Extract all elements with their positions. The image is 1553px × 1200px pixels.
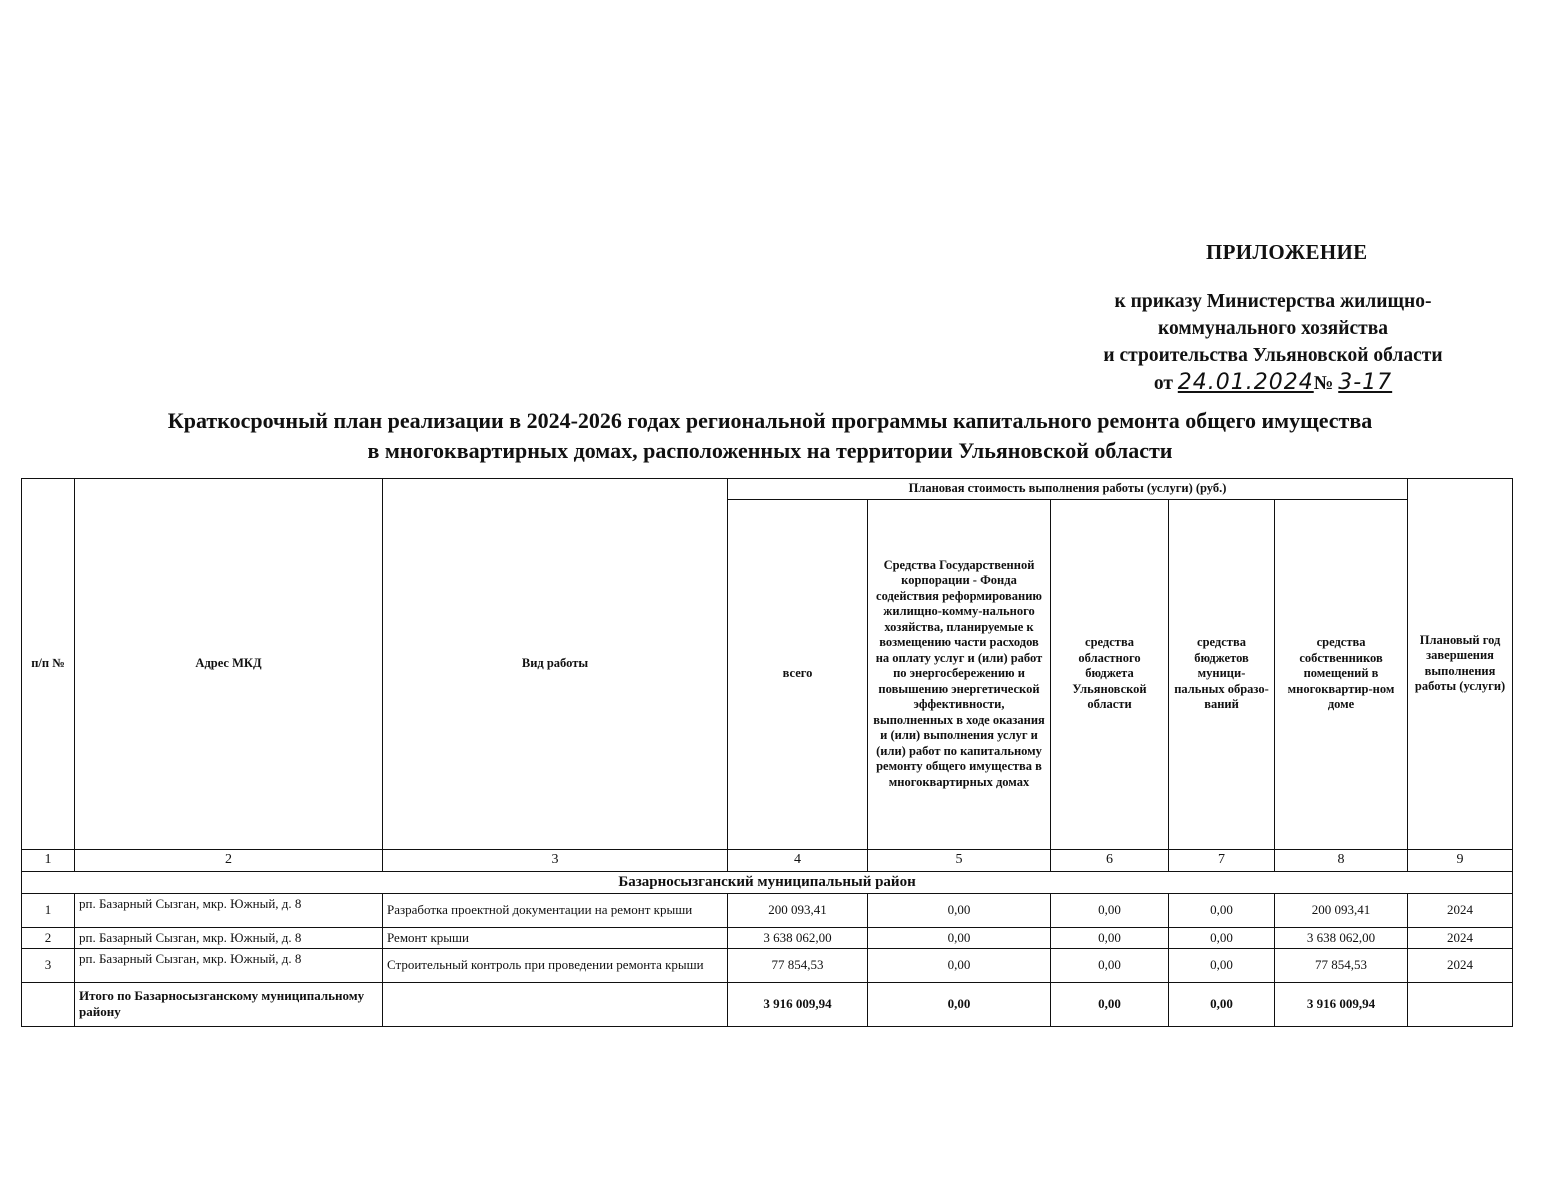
document-title (20, 406, 1520, 466)
row-municipal: 0,00 (1169, 927, 1275, 948)
row-total: 77 854,53 (728, 948, 868, 982)
header-cost-group: Плановая стоимость выполнения работы (услуги) (руб.) (728, 479, 1408, 500)
header-work: Вид работы (383, 479, 728, 850)
header-num: п/п № (22, 479, 75, 850)
header-municipal: средства бюджетов муници-пальных образо-ваний (1169, 499, 1275, 849)
total-fund: 0,00 (868, 982, 1051, 1026)
row-address: рп. Базарный Сызган, мкр. Южный, д. 8 (75, 893, 383, 927)
column-number: 4 (728, 849, 868, 871)
header-regional: средства областного бюджета Ульяновской области (1051, 499, 1169, 849)
column-number: 9 (1408, 849, 1513, 871)
total-municipal: 0,00 (1169, 982, 1275, 1026)
total-sum: 3 916 009,94 (728, 982, 868, 1026)
row-total: 3 638 062,00 (728, 927, 868, 948)
row-regional: 0,00 (1051, 893, 1169, 927)
total-year-cell (1408, 982, 1513, 1026)
row-year: 2024 (1408, 948, 1513, 982)
row-total: 200 093,41 (728, 893, 868, 927)
row-owners: 77 854,53 (1275, 948, 1408, 982)
row-year: 2024 (1408, 893, 1513, 927)
row-municipal: 0,00 (1169, 893, 1275, 927)
row-owners: 3 638 062,00 (1275, 927, 1408, 948)
total-owners: 3 916 009,94 (1275, 982, 1408, 1026)
handwritten-number: 3-17 (1338, 370, 1393, 395)
plan-table (21, 478, 1513, 1027)
row-num: 3 (22, 948, 75, 982)
table-row (22, 948, 1513, 982)
order-date-line (1053, 369, 1493, 397)
row-owners: 200 093,41 (1275, 893, 1408, 927)
column-number: 6 (1051, 849, 1169, 871)
handwritten-date: 24.01.2024 (1177, 370, 1314, 395)
row-year: 2024 (1408, 927, 1513, 948)
column-number-row (22, 849, 1513, 871)
order-line-1: к приказу Министерства жилищно- (1114, 291, 1432, 312)
row-fund: 0,00 (868, 893, 1051, 927)
row-num: 2 (22, 927, 75, 948)
row-address: рп. Базарный Сызган, мкр. Южный, д. 8 (75, 948, 383, 982)
row-regional: 0,00 (1051, 927, 1169, 948)
date-prefix: от (1153, 373, 1173, 394)
column-number: 1 (22, 849, 75, 871)
row-address: рп. Базарный Сызган, мкр. Южный, д. 8 (75, 927, 383, 948)
table-row (22, 927, 1513, 948)
total-num-cell (22, 982, 75, 1026)
header-fund: Средства Государственной корпорации - Фонда содействия реформированию жилищно-комму-нального хозяйства, планируемые к возмещению части расходов на оплату услуг и (или) работ по энергосбережению и повышению энергетической эффективности, выполненных в ходе оказания и (или) выполнения услуг и (или) работ по капитальному ремонту общего имущества в многоквартирных домах (868, 499, 1051, 849)
column-number: 8 (1275, 849, 1408, 871)
section-heading: Базарносызганский муниципальный район (22, 871, 1513, 893)
row-work: Строительный контроль при проведении ремонта крыши (383, 948, 728, 982)
total-work-cell (383, 982, 728, 1026)
header-owners: средства собственников помещений в многоквартир-ном доме (1275, 499, 1408, 849)
order-line-3: и строительства Ульяновской области (1103, 345, 1443, 366)
header-year: Плановый год завершения выполнения работы (услуги) (1408, 479, 1513, 850)
row-work: Разработка проектной документации на ремонт крыши (383, 893, 728, 927)
title-line-2: в многоквартирных домах, расположенных на территории Ульяновской области (367, 438, 1173, 463)
row-fund: 0,00 (868, 948, 1051, 982)
total-regional: 0,00 (1051, 982, 1169, 1026)
column-number: 7 (1169, 849, 1275, 871)
table-row (22, 893, 1513, 927)
total-row (22, 982, 1513, 1026)
total-label: Итого по Базарносызганскому муниципальному району (75, 982, 383, 1026)
order-reference (1053, 288, 1493, 397)
row-fund: 0,00 (868, 927, 1051, 948)
row-work: Ремонт крыши (383, 927, 728, 948)
column-number: 5 (868, 849, 1051, 871)
header-address: Адрес МКД (75, 479, 383, 850)
header-total: всего (728, 499, 868, 849)
column-number: 2 (75, 849, 383, 871)
column-number: 3 (383, 849, 728, 871)
row-num: 1 (22, 893, 75, 927)
title-line-1: Краткосрочный план реализации в 2024-2026 годах региональной программы капитального ремонта общего имущества (167, 408, 1373, 433)
row-regional: 0,00 (1051, 948, 1169, 982)
number-sign: № (1313, 373, 1334, 394)
appendix-title: ПРИЛОЖЕНИЕ (1206, 240, 1368, 264)
row-municipal: 0,00 (1169, 948, 1275, 982)
order-line-2: коммунального хозяйства (1158, 318, 1388, 339)
